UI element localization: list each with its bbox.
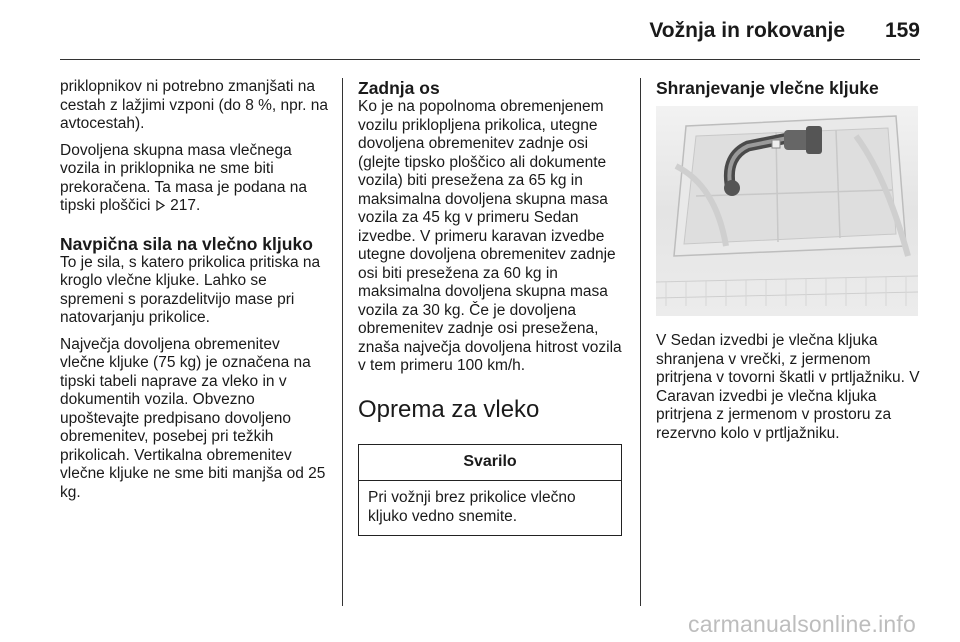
- paragraph: V Sedan izvedbi je vlečna kljuka shranjena v vrečki, z jermenom pritrjena v tovorni škatli v prtljažniku. V Caravan izvedbi je vlečna kljuka pritrjena z jermenom v prostoru za rezervno kolo v prtljažniku.: [656, 332, 920, 442]
- heading-tow-bar-storage: Shranjevanje vlečne kljuke: [656, 78, 879, 98]
- paragraph: To je sila, s katero prikolica pritiska na kroglo vlečne kljuke. Lahko se spremeni s porazdelitvijo mase pri natovarjanju prikolice.: [60, 253, 321, 326]
- warning-title: Svarilo: [359, 445, 621, 482]
- paragraph: [60, 142, 328, 216]
- heading-towing-equipment: Oprema za vleko: [358, 395, 540, 423]
- column-middle: [358, 78, 626, 536]
- column-divider: [640, 78, 641, 606]
- page-header: [0, 0, 960, 50]
- page-reference-icon[interactable]: [155, 197, 170, 214]
- page-reference-link[interactable]: 217.: [170, 197, 201, 214]
- tow-bar-storage-illustration: [656, 106, 918, 316]
- column-right: [656, 78, 924, 451]
- paragraph: priklopnikov ni potrebno zmanjšati na cestah z lažjimi vzponi (do 8 %, npr. na avtocestah).: [60, 78, 328, 132]
- warning-text: Pri vožnji brez prikolice vlečno kljuko vedno snemite.: [368, 489, 576, 525]
- column-divider: [342, 78, 343, 606]
- paragraph: Največja dovoljena obremenitev vlečne kljuke (75 kg) je označena na tipski tabeli naprave za vleko in v dokumentih vozila. Obvezno upoštevajte predpisano dovoljeno obremenitev, posebej pri težkih prikolicah. Vertikalna obremenitev vlečne kljuke ne sme biti manjša od 25 kg.: [60, 335, 326, 501]
- section-title: Vožnja in rokovanje: [649, 19, 845, 42]
- warning-box: [358, 444, 622, 537]
- column-left: [60, 78, 328, 510]
- paragraph-text: Dovoljena skupna masa vlečnega vozila in priklopnika ne sme biti prekoračena. Ta masa je podana na tipski ploščici: [60, 141, 308, 214]
- heading-tongue-load: Navpična sila na vlečno kljuko: [60, 233, 313, 254]
- page-number: 159: [884, 19, 920, 42]
- heading-rear-axle: Zadnja os: [358, 78, 440, 98]
- header-divider: [60, 59, 920, 60]
- paragraph: Ko je na popolnoma obremenjenem vozilu priklopljena prikolica, utegne dovoljena obremenitev zadnje osi (glejte tipsko ploščico ali dokumente vozila) biti presežena za 65 kg in maksimalna dovoljena skupna masa vozila za 45 kg v primeru Sedan izvedbe. V primeru karavan izvedbe utegne dovoljena obremenitev zadnje osi biti presežena za 60 kg in maksimalna dovoljena skupna masa vozila za 30 kg. Če je dovoljena obremenitev zadnje osi presežena, znaša največja dovoljena hitrost vozila v tem primeru 100 km/h.: [358, 98, 622, 374]
- watermark: carmanualsonline.info: [688, 611, 916, 637]
